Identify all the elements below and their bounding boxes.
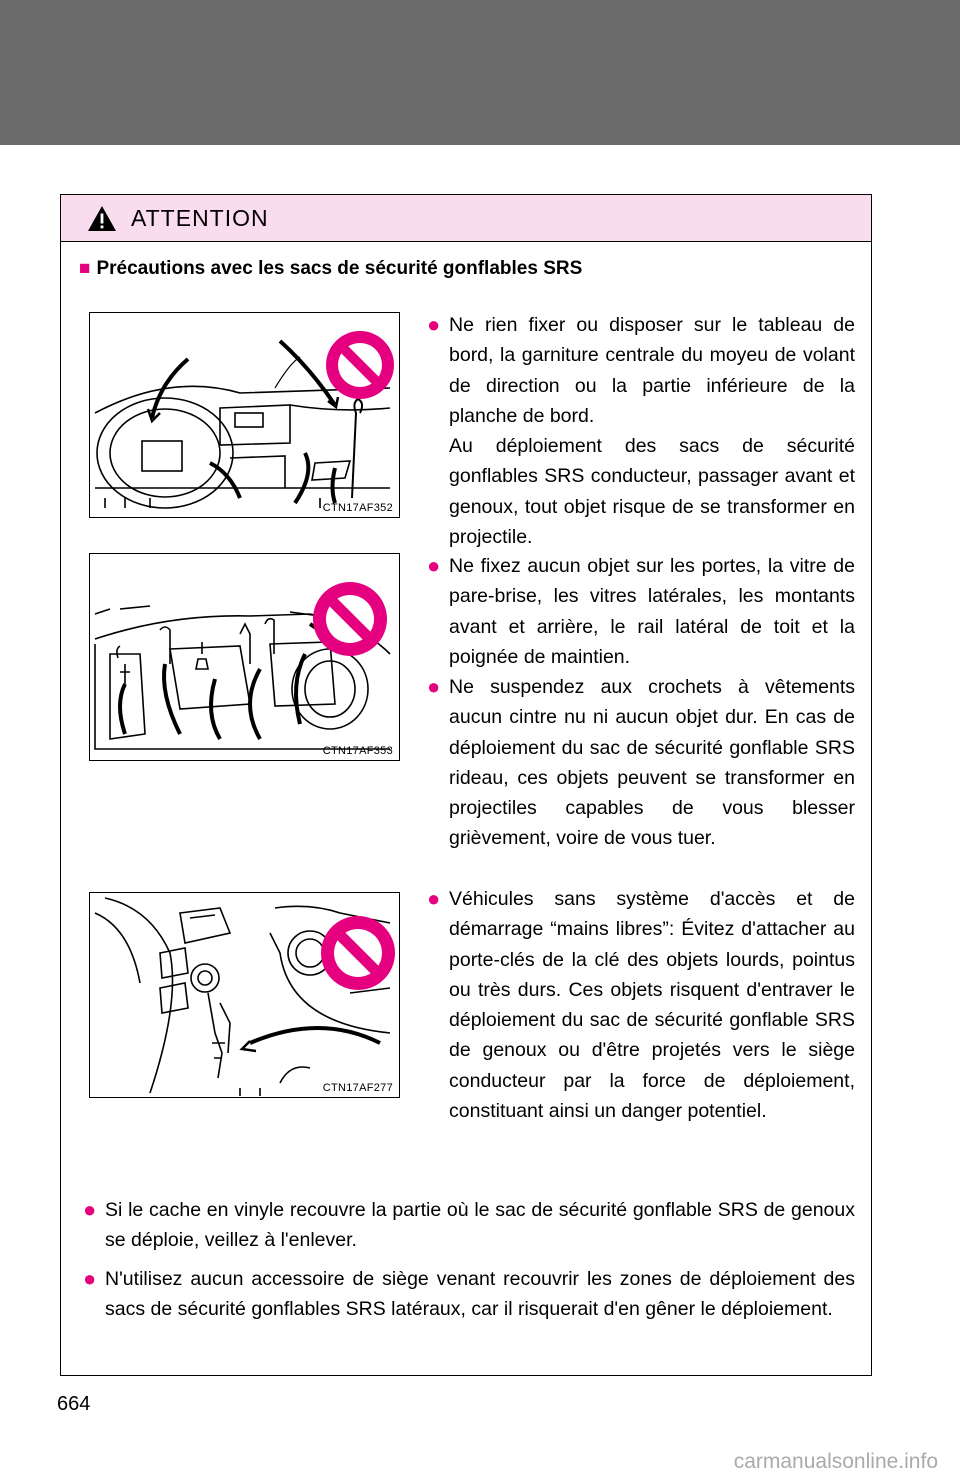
- watermark: carmanualsonline.info: [733, 1450, 938, 1473]
- no-symbol-icon: [313, 582, 387, 656]
- illustration-code: CTN17AF277: [322, 1082, 393, 1094]
- bullet-text: Si le cache en vinyle recouvre la partie où le sac de sécurité gonflable SRS de genoux se déploie, veillez à l'enlever.: [105, 1199, 855, 1252]
- illustration-ignition: [89, 892, 400, 1098]
- bullet-text: Ne rien fixer ou disposer sur le tableau de bord, la garniture centrale du moyeu de volant de direction ou la partie inférieure de la planche de bord.: [449, 314, 855, 427]
- ignition-drawing: [90, 893, 398, 1096]
- page-number: 664: [57, 1393, 91, 1415]
- warning-triangle-icon: [87, 205, 117, 232]
- bullet-item: [427, 551, 855, 672]
- attention-header: [61, 195, 871, 242]
- illustration-dashboard: [89, 312, 400, 518]
- bullet-text: Véhicules sans système d'accès et de démarrage “mains libres”: Évitez d'attacher au porte-clés de la clé des objets lourds, pointus ou très durs. Ces objets risquent d'entraver le déploiement du sac de sécurité gonflable SRS de genoux ou d'être projetés vers le siège conducteur par la force de déploiement, constituant ainsi un danger potentiel.: [449, 888, 855, 1123]
- bullet-dot: ●: [427, 553, 441, 578]
- dashboard-drawing: [90, 313, 398, 516]
- bullet-text: N'utilisez aucun accessoire de siège venant recouvrir les zones de déploiement des sacs de sécurité gonflables SRS latéraux, car il risquerait d'en gêner le déploiement.: [105, 1268, 855, 1321]
- section-heading: [79, 258, 582, 280]
- attention-title: ATTENTION: [131, 205, 269, 231]
- top-band: [0, 0, 960, 145]
- bullet-item: [427, 672, 855, 854]
- no-symbol-icon: [321, 916, 395, 990]
- bullet-item: [83, 1195, 855, 1256]
- bullet-text: Ne suspendez aux crochets à vêtements aucun cintre nu ni aucun objet dur. En cas de déploiement du sac de sécurité gonflable SRS rideau, ces objets peuvent se transformer en projectiles capables de vous blesser grièvement, voire de vous tuer.: [449, 676, 855, 850]
- bullet-text-continued: Au déploiement des sacs de sécurité gonflables SRS conducteur, passager avant et genoux, tout objet risque de se transformer en projectile.: [449, 435, 855, 549]
- no-symbol-icon: [326, 331, 394, 399]
- bullet-dot: ●: [427, 886, 441, 911]
- bullet-text: Ne fixez aucun objet sur les portes, la vitre de pare-brise, les vitres latérales, les montants avant et arrière, le rail latéral de toit et la poignée de maintien.: [449, 555, 855, 668]
- bullet-item: [427, 884, 855, 1126]
- bullet-item: [427, 310, 855, 552]
- cabin-drawing: [90, 554, 398, 759]
- bullet-dot: ●: [427, 312, 441, 337]
- bullet-dot: ●: [427, 674, 441, 699]
- section-title: Précautions avec les sacs de sécurité gonflables SRS: [96, 258, 583, 279]
- illustration-cabin: [89, 553, 400, 761]
- illustration-code: CTN17AF353: [322, 745, 393, 757]
- bullet-item: [83, 1264, 855, 1325]
- bullet-dot: ●: [83, 1266, 97, 1291]
- section-marker: ■: [79, 258, 91, 279]
- bullet-dot: ●: [83, 1197, 97, 1222]
- illustration-code: CTN17AF352: [322, 502, 393, 514]
- attention-box: [60, 194, 872, 1376]
